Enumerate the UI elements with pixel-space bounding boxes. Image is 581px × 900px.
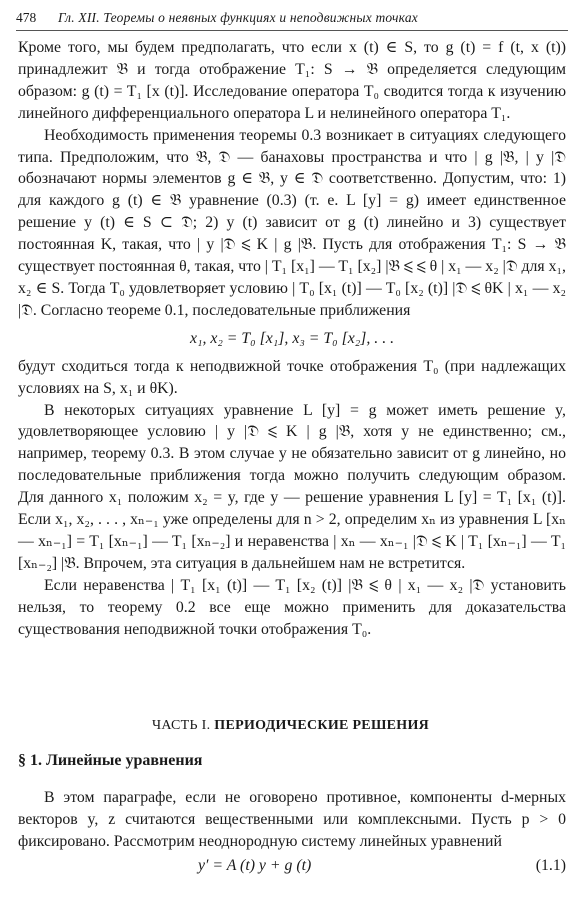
paragraph-5: Если неравенства | T₁ [x₁ (t)] — T₁ [x₂ (t)] |𝔅 ⩽ θ | x₁ — x₂ |𝔇 установить нельзя, то теорему 0.2 все еще можно применить для доказательства существования неподвижной точки отображения T₀. [18, 576, 566, 638]
page-number: 478 [16, 10, 37, 25]
paragraph-1: Кроме того, мы будем предполагать, что если x (t) ∈ S, то g (t) = f (t, x (t)) принадлежит 𝔅 и тогда отображение T₁: S → 𝔅 определяется следующим образом: g (t) = T₁ [x (t)]. Исследование оператора T₀ сводится тогда к изучению линейного дифференциального оператора L и нелинейного оператора T₁. [18, 39, 566, 122]
paragraph-3: будут сходиться тогда к неподвижной точке отображения T₀ (при надлежащих условиях на S, x₁ и θK). [18, 357, 566, 397]
paragraph-2: Необходимость применения теоремы 0.3 возникает в ситуациях следующего типа. Предположим, что 𝔅, 𝔇 — банаховы пространства и что | g |𝔅, | y |𝔇 обозначают нормы элементов g ∈ 𝔅, y ∈ 𝔇 соответственно. Допустим, что: 1) для каждого g (t) ∈ 𝔅 уравнение (0.3) (т. е. L [y] = g) имеет единственное решение y (t) ∈ S ⊂ 𝔇; 2) y (t) зависит от g (t) линейно и 3) существует постоянная K, такая, что | y |𝔇 ⩽ K | g |𝔅. Пусть для отображения T₁: S → 𝔅 существует постоянная θ, такая, что | T₁ [x₁] — T₁ [x₂] |𝔅 ⩽ ⩽ θ | x₁ — x₂ |𝔇 для x₁, x₂ ∈ S. Тогда T₀ удовлетворяет условию | T₀ [x₁ (t)] — T₀ [x₂ (t)] |𝔇 ⩽ θK | x₁ — x₂ |𝔇. Согласно теореме 0.1, последовательные приближения [18, 126, 566, 319]
main-text [18, 37, 566, 640]
equation-number: (1.1) [535, 856, 566, 874]
numbered-equation: y′ = A (t) y + g (t) [198, 856, 312, 874]
numbered-equation-row [18, 855, 566, 877]
paragraph-4: В некоторых ситуациях уравнение L [y] = g может иметь решение y, удовлетворяющее условию | y |𝔇 ⩽ K | g |𝔅, хотя y не единственно; см., например, теорему 0.3. В этом случае y не обязательно зависит от g линейно, но последовательные приближения тогда можно получить следующим образом. Для данного x₁ положим x₂ = y, где y — решение уравнения L [y] = T₁ [x₁ (t)]. Если x₁, x₂, . . . , xₙ₋₁ уже определены для n > 2, определим xₙ из уравнения L [xₙ — xₙ₋₁] = T₁ [xₙ₋₁] — T₁ [xₙ₋₂] и неравенства | xₙ — xₙ₋₁ |𝔇 ⩽ K | T₁ [xₙ₋₁] — T₁ [xₙ₋₂] |𝔅. Впрочем, эта ситуация в дальнейшем нам не встретится. [18, 401, 566, 572]
display-equation: x₁, x₂ = T₀ [x₁], x₃ = T₀ [x₂], . . . [189, 329, 395, 347]
section-paragraph: В этом параграфе, если не оговорено противное, компоненты d-мерных векторов y, z считаются вещественными или комплексными. Пусть p > 0 фиксировано. Рассмотрим неоднородную систему линейных уравнений [18, 789, 566, 850]
header-rule [16, 30, 568, 31]
running-title: Гл. XII. Теоремы о неявных функциях и неподвижных точках [58, 10, 418, 25]
part-title: ПЕРИОДИЧЕСКИЕ РЕШЕНИЯ [214, 718, 430, 733]
section-text [18, 787, 566, 877]
part-heading [0, 718, 581, 734]
running-head [16, 10, 568, 26]
part-prefix: ЧАСТЬ I. [151, 718, 211, 733]
section-heading: § 1. Линейные уравнения [18, 752, 203, 769]
